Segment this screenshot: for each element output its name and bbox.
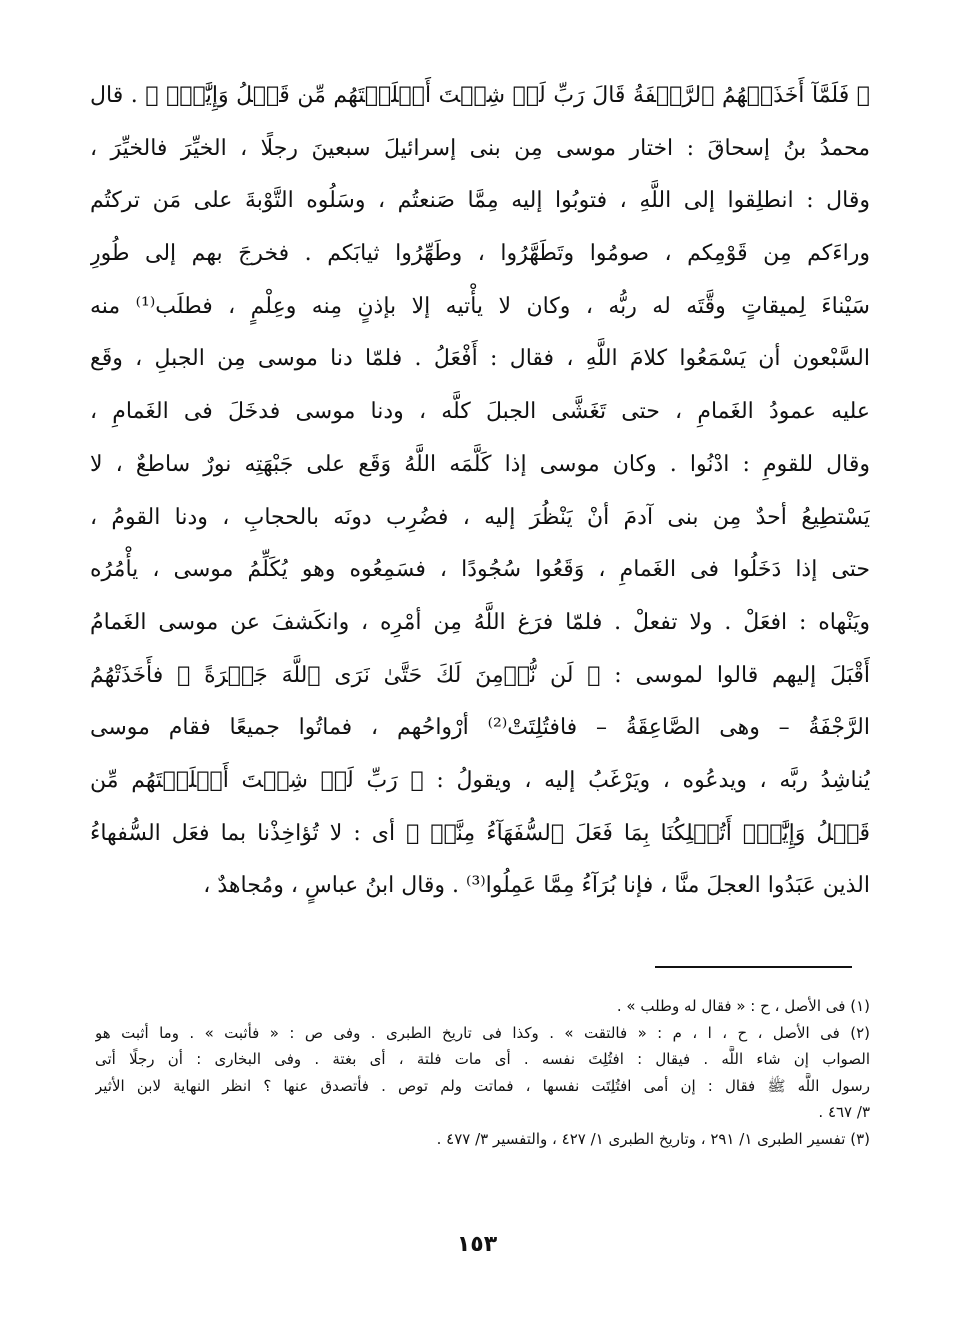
- main-line: يُناشِدُ ربَّه ، ويدعُوه ، ويَرْغَبُ إليه ، ويقولُ : ﴿ رَبِّ لَوۡ شِئۡتَ أَهۡلَكۡتَهُم مِّن: [90, 767, 870, 793]
- main-line: وراءَكم مِن قَوْمِكم ، صومُوا وتَطَهَّرُوا ، وطَهِّرُوا ثيابَكم . فخرجَ بهم إلى طُورِ: [90, 241, 870, 267]
- footnote-divider: [655, 966, 852, 968]
- main-line: السَّبْعون أن يَسْمَعُوا كلامَ اللَّهِ ، فقال : أَفْعَلُ . فلمّا دنا موسى مِن الجبلِ ، وقَع: [90, 346, 870, 372]
- footnote-line: ٣/ ٤٦٧ .: [818, 1103, 870, 1121]
- main-line: أَقْبَلَ إليهم قالوا لموسى : ﴿ لَن نُّؤۡمِنَ لَكَ حَتَّىٰ نَرَى ٱللَّهَ جَهۡرَةً ﴾ فأَخَذَتْهُمُ: [90, 662, 870, 688]
- main-text: [90, 70, 870, 913]
- main-line: يَسْتطِيعُ أحدٌ مِن بنى آدمَ أنْ يَنْظُرَ إليه ، فضُرِب دونَه بالحجابِ ، ودنا القومُ ،: [90, 504, 870, 530]
- footnotes: [95, 993, 870, 1152]
- main-line: ﴿ فَلَمَّآ أَخَذَتۡهُمُ ٱلرَّجۡفَةُ قَالَ رَبِّ لَوۡ شِئۡتَ أَهۡلَكۡتَهُم مِّن قَبۡلُ وَإِيَّٰيَۖ ﴾ . قال: [90, 83, 870, 108]
- page-number: ١٥٣: [456, 1232, 498, 1257]
- main-line: وقال : انطلِقوا إلى اللَّهِ ، فتوبُوا إليه مِمَّا صَنعتُم ، وسَلُوه التَّوْبةَ على مَن تركتُم: [90, 188, 870, 214]
- main-line: الرَّجْفَةُ – وهى الصَّاعِقَةُ – فافتُلِتَتْ⁽²⁾ أرْواحُهم ، فماتُوا جميعًا فقام موسى: [90, 715, 870, 741]
- main-line: قَبۡلُ وَإِيَّٰيَۖ أَتُهۡلِكُنَا بِمَا فَعَلَ ٱلسُّفَهَآءُ مِنَّآۖ ﴾ أى : لا تُؤاخِذْنا بما فعَل السُّفهاءُ: [90, 820, 870, 846]
- main-line: ويَنْهاه : افعَلْ . ولا تفعلْ . فلمّا فرَغ اللَّهُ مِن أمْرِه ، وانكَشفَ عن موسى الغَمامُ: [90, 609, 870, 635]
- main-line: سَيْناءَ لِميقاتٍ وقَّتَه له ربُّه ، وكان لا يأْتيه إلا بإذنٍ مِنه وعِلْمٍ ، فطلَب⁽¹⁾ منه: [90, 293, 870, 319]
- main-line: محمدُ بنُ إسحاقَ : اختار موسى مِن بنى إسرائيلَ سبعينَ رجلًا ، الخيِّرَ فالخيِّرَ ،: [90, 135, 870, 161]
- main-line: عليه عمودُ الغَمامِ ، حتى تَغَشَّى الجبلَ كلَّه ، ودنا موسى فدخَلَ فى الغَمامِ ،: [90, 399, 870, 425]
- footnote-line: الصواب إن شاء اللَّه . فيقال : افتُلِتَ نفسه . أى مات فلتة ، أى بغتة . وفى البخارى : أن رجلًا أتى: [95, 1050, 870, 1068]
- main-line: وقال للقومِ : ادْنُوا . وكان موسى إذا كَلَّمَه اللَّهُ وَقَع على جَبْهَتِه نورٌ ساطعٌ ، لا: [90, 451, 870, 477]
- main-line: حتى إذا دَخَلُوا فى الغَمامِ ، وَقَعُوا سُجُودًا ، فسَمِعُوه وهو يُكَلِّمُ موسى ، يأْمُرُه: [90, 557, 870, 583]
- footnote-line: (١) فى الأصل ، ح : « فقال له وطلب » .: [616, 997, 870, 1015]
- main-line: الذين عَبَدُوا العجلَ منَّا ، فإنا بُرَآءُ مِمَّا عَمِلُوا⁽³⁾ . وقال ابنُ عباسٍ ، ومُجاهدٌ ،: [203, 873, 870, 899]
- footnote-line: (٣) تفسير الطبرى ١/ ٢٩١ ، وتاريخ الطبرى ١/ ٤٢٧ ، والتفسير ٣/ ٤٧٧ .: [436, 1129, 870, 1148]
- footnote-line: (٢) فى الأصل ، ح ، ا ، م : « فالتقت » . وكذا فى تاريخ الطبرى . وفى ص : « فأثبت » . وما أثبت هو: [95, 1023, 870, 1042]
- footnote-line: رسول اللَّه ﷺ فقال : إن أمى افتُلِتَت نفسها ، فماتت ولم توص . فأتصدق عنها ؟ انظر النهاية لابن الأثير: [95, 1076, 870, 1095]
